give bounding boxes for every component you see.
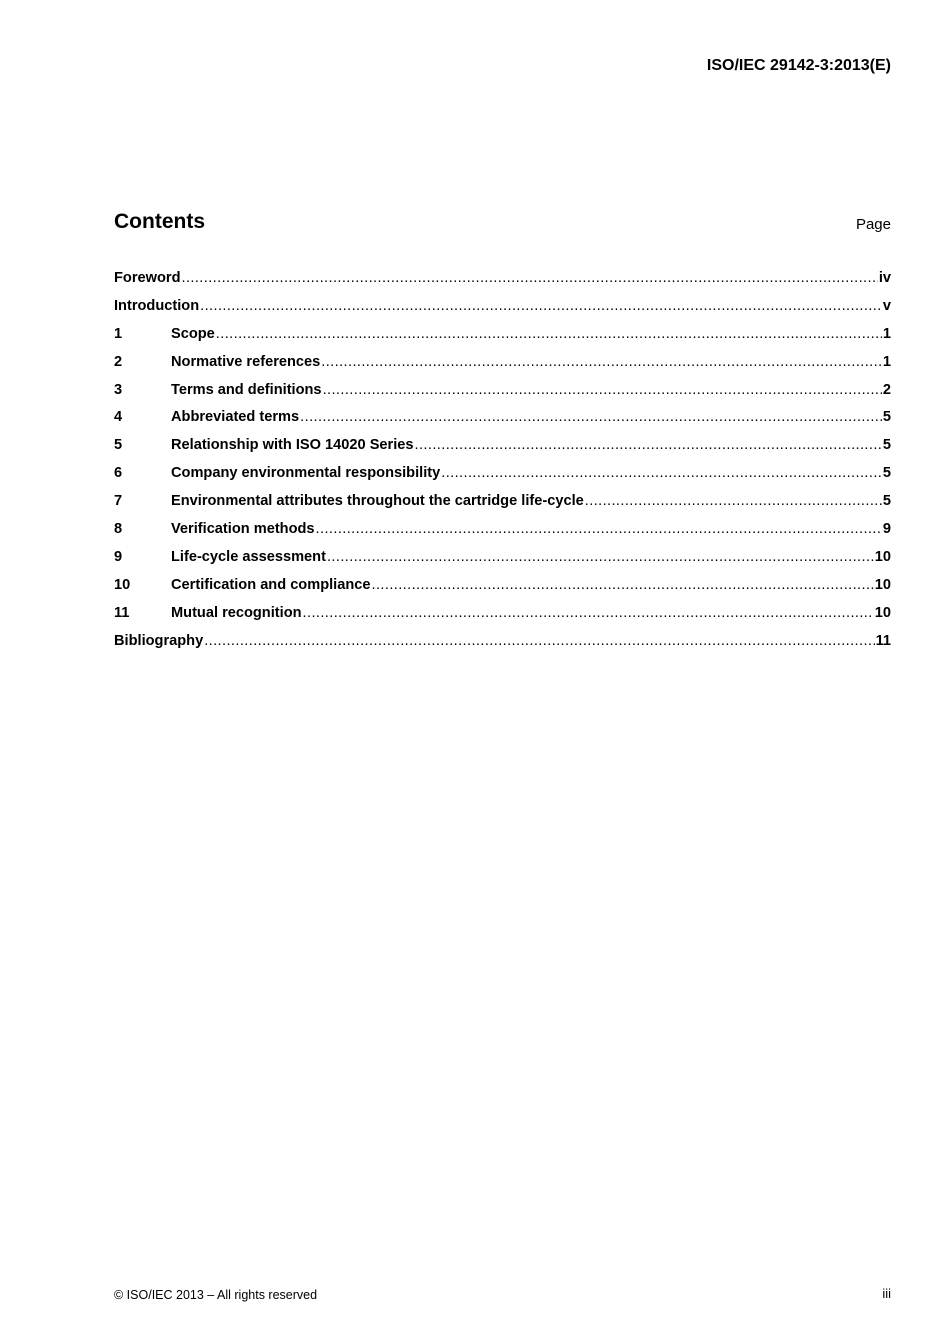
toc-leader-dots <box>321 349 882 377</box>
toc-entry-terms-and-definitions[interactable] <box>114 377 891 405</box>
toc-entry-abbreviated-terms[interactable] <box>114 404 891 432</box>
toc-entry-number: 4 <box>114 409 123 426</box>
toc-leader-dots <box>200 293 882 321</box>
toc-entry-title: Relationship with ISO 14020 Series <box>171 437 414 454</box>
toc-entry-number: 3 <box>114 381 123 398</box>
toc-leader-dots <box>415 432 882 460</box>
toc-entry-title: Life-cycle assessment <box>171 548 326 565</box>
toc-entry-page: 2 <box>882 381 891 398</box>
toc-entry-page: 11 <box>875 632 891 649</box>
toc-leader-dots <box>327 544 874 572</box>
toc-entry-number: 11 <box>114 604 130 621</box>
toc-entry-page: 5 <box>882 437 891 454</box>
toc-entry-title: Environmental attributes throughout the cartridge life-cycle <box>171 493 584 510</box>
toc-leader-dots <box>441 460 882 488</box>
toc-leader-dots <box>316 516 882 544</box>
footer-page-number: iii <box>882 1286 891 1301</box>
toc-entry-page: 10 <box>874 604 891 621</box>
footer-copyright: © ISO/IEC 2013 – All rights reserved <box>114 1288 318 1302</box>
toc-entry-page: iv <box>878 270 891 286</box>
toc-leader-dots <box>181 265 877 293</box>
toc-entry-title: Foreword <box>114 270 181 286</box>
page-column-label: Page <box>855 216 891 233</box>
toc-entry-scope[interactable] <box>114 321 891 349</box>
toc-entry-certification-and-compliance[interactable] <box>114 572 891 600</box>
table-of-contents <box>114 265 891 655</box>
contents-heading <box>114 207 891 237</box>
toc-entry-environmental-attributes[interactable] <box>114 488 891 516</box>
toc-entry-life-cycle-assessment[interactable] <box>114 544 891 572</box>
toc-entry-number: 6 <box>114 465 123 482</box>
toc-entry-number: 7 <box>114 493 123 510</box>
toc-entry-number: 5 <box>114 437 123 454</box>
toc-entry-normative-references[interactable] <box>114 349 891 377</box>
toc-entry-mutual-recognition[interactable] <box>114 600 891 628</box>
toc-entry-page: 9 <box>882 521 891 538</box>
toc-leader-dots <box>300 404 882 432</box>
toc-leader-dots <box>303 600 874 628</box>
toc-entry-page: 10 <box>874 548 891 565</box>
toc-leader-dots <box>585 488 882 516</box>
toc-entry-number: 8 <box>114 521 123 538</box>
toc-entry-relationship-iso-14020[interactable] <box>114 432 891 460</box>
toc-entry-title: Normative references <box>171 353 321 370</box>
toc-entry-number: 2 <box>114 353 123 370</box>
toc-entry-title: Introduction <box>114 297 200 314</box>
toc-leader-dots <box>204 628 874 656</box>
document-header-id: ISO/IEC 29142-3:2013(E) <box>706 57 891 74</box>
toc-entry-page: 10 <box>874 576 891 593</box>
toc-entry-page: v <box>882 297 891 314</box>
toc-entry-page: 5 <box>882 493 891 510</box>
toc-entry-title: Scope <box>171 325 215 342</box>
toc-entry-title: Mutual recognition <box>171 604 302 621</box>
toc-entry-title: Abbreviated terms <box>171 409 300 426</box>
toc-entry-bibliography[interactable] <box>114 628 891 656</box>
toc-entry-foreword[interactable] <box>114 265 891 293</box>
toc-entry-number: 9 <box>114 548 123 565</box>
toc-entry-introduction[interactable] <box>114 293 891 321</box>
toc-entry-number: 1 <box>114 325 123 342</box>
toc-entry-page: 5 <box>882 409 891 426</box>
toc-entry-title: Company environmental responsibility <box>171 465 441 482</box>
toc-entry-title: Terms and definitions <box>171 381 322 398</box>
toc-entry-number: 10 <box>114 576 131 593</box>
toc-leader-dots <box>323 377 882 405</box>
toc-entry-title: Certification and compliance <box>171 576 371 593</box>
toc-entry-page: 1 <box>882 325 891 342</box>
toc-leader-dots <box>216 321 882 349</box>
toc-entry-title: Bibliography <box>114 632 204 649</box>
toc-entry-company-environmental-responsibility[interactable] <box>114 460 891 488</box>
contents-title: Contents <box>114 210 205 233</box>
toc-entry-page: 5 <box>882 465 891 482</box>
toc-entry-verification-methods[interactable] <box>114 516 891 544</box>
toc-leader-dots <box>372 572 874 600</box>
toc-entry-page: 1 <box>882 353 891 370</box>
toc-entry-title: Verification methods <box>171 521 315 538</box>
